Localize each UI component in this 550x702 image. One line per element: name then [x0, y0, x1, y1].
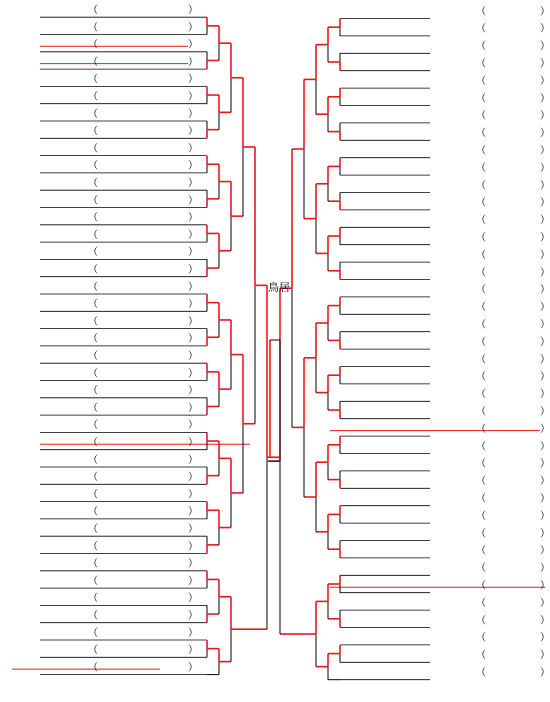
paren-close: ）	[188, 593, 198, 605]
paren-close: ）	[188, 489, 198, 501]
champion-label: 鳥居	[268, 281, 290, 294]
paren-open: （	[88, 645, 98, 657]
paren-close: ）	[540, 232, 550, 244]
paren-open: （	[476, 128, 486, 140]
paren-close: ）	[188, 299, 198, 311]
paren-close: ）	[188, 385, 198, 397]
paren-close: ）	[188, 506, 198, 518]
paren-open: （	[88, 22, 98, 34]
paren-open: （	[88, 610, 98, 622]
paren-close: ）	[188, 472, 198, 484]
paren-open: （	[88, 143, 98, 155]
paren-close: ）	[540, 597, 550, 609]
paren-close: ）	[188, 316, 198, 328]
paren-close: ）	[540, 545, 550, 557]
paren-open: （	[88, 506, 98, 518]
paren-close: ）	[188, 368, 198, 380]
paren-close: ）	[540, 632, 550, 644]
paren-open: （	[476, 75, 486, 87]
paren-close: ）	[540, 145, 550, 157]
paren-open: （	[88, 368, 98, 380]
paren-open: （	[88, 662, 98, 674]
paren-close: ）	[188, 91, 198, 103]
entrant-labels	[88, 4, 550, 679]
paren-close: ）	[540, 423, 550, 435]
paren-close: ）	[188, 420, 198, 432]
paren-open: （	[88, 39, 98, 51]
paren-close: ）	[540, 510, 550, 522]
paren-close: ）	[540, 93, 550, 105]
paren-close: ）	[188, 627, 198, 639]
paren-open: （	[476, 162, 486, 174]
paren-close: ）	[540, 580, 550, 592]
paren-open: （	[88, 74, 98, 86]
paren-close: ）	[540, 41, 550, 53]
paren-close: ）	[188, 108, 198, 120]
paren-open: （	[88, 558, 98, 570]
paren-close: ）	[188, 264, 198, 276]
paren-close: ）	[540, 650, 550, 662]
paren-open: （	[88, 126, 98, 138]
paren-close: ）	[188, 575, 198, 587]
paren-close: ）	[188, 195, 198, 207]
paren-close: ）	[188, 662, 198, 674]
paren-close: ）	[188, 178, 198, 189]
paren-open: （	[88, 454, 98, 466]
paren-close: ）	[188, 22, 198, 34]
paren-open: （	[88, 351, 98, 362]
paren-open: （	[476, 650, 486, 662]
paren-open: （	[476, 180, 486, 192]
paren-close: ）	[540, 528, 550, 540]
paren-close: ）	[540, 476, 550, 488]
paren-close: ）	[188, 229, 198, 241]
paren-close: ）	[188, 5, 198, 16]
paren-open: （	[476, 371, 486, 383]
paren-close: ）	[540, 493, 550, 505]
paren-close: ）	[188, 645, 198, 657]
paren-open: （	[88, 524, 98, 535]
paren-close: ）	[188, 524, 198, 535]
paren-open: （	[88, 593, 98, 605]
paren-open: （	[88, 402, 98, 414]
paren-open: （	[476, 615, 486, 627]
paren-open: （	[88, 264, 98, 276]
paren-open: （	[476, 406, 486, 418]
paren-close: ）	[540, 371, 550, 383]
paren-open: （	[476, 580, 486, 592]
paren-open: （	[476, 197, 486, 209]
paren-close: ）	[188, 351, 198, 362]
paren-close: ）	[188, 126, 198, 138]
paren-open: （	[476, 284, 486, 296]
paren-close: ）	[540, 302, 550, 314]
paren-close: ）	[188, 454, 198, 466]
paren-close: ）	[540, 6, 550, 18]
paren-open: （	[88, 160, 98, 172]
paren-open: （	[476, 423, 486, 435]
paren-open: （	[88, 229, 98, 241]
paren-close: ）	[540, 441, 550, 453]
paren-open: （	[476, 215, 486, 227]
paren-close: ）	[540, 354, 550, 366]
paren-open: （	[88, 489, 98, 501]
paren-open: （	[476, 597, 486, 609]
paren-open: （	[88, 472, 98, 484]
paren-close: ）	[188, 333, 198, 345]
paren-open: （	[88, 5, 98, 16]
paren-open: （	[476, 145, 486, 157]
paren-open: （	[88, 627, 98, 639]
paren-open: （	[476, 110, 486, 122]
paren-open: （	[88, 299, 98, 311]
paren-close: ）	[540, 75, 550, 87]
paren-close: ）	[540, 319, 550, 331]
paren-close: ）	[540, 23, 550, 35]
paren-open: （	[476, 458, 486, 470]
paren-close: ）	[188, 558, 198, 570]
paren-open: （	[88, 56, 98, 68]
paren-open: （	[476, 319, 486, 331]
paren-close: ）	[540, 110, 550, 122]
paren-open: （	[476, 493, 486, 505]
paren-open: （	[88, 541, 98, 553]
paren-open: （	[476, 23, 486, 35]
paren-close: ）	[540, 389, 550, 401]
paren-open: （	[476, 389, 486, 401]
paren-close: ）	[188, 541, 198, 553]
paren-close: ）	[188, 437, 198, 449]
paren-close: ）	[540, 267, 550, 279]
paren-close: ）	[188, 39, 198, 51]
paren-close: ）	[540, 667, 550, 679]
paren-close: ）	[188, 402, 198, 414]
paren-close: ）	[540, 406, 550, 418]
paren-close: ）	[540, 162, 550, 174]
paren-open: （	[88, 316, 98, 328]
paren-close: ）	[540, 563, 550, 575]
paren-open: （	[88, 91, 98, 103]
paren-open: （	[88, 108, 98, 120]
paren-close: ）	[188, 212, 198, 224]
paren-open: （	[476, 93, 486, 105]
paren-open: （	[476, 354, 486, 366]
paren-close: ）	[188, 143, 198, 155]
paren-open: （	[88, 385, 98, 397]
paren-open: （	[476, 302, 486, 314]
paren-open: （	[476, 336, 486, 348]
paren-open: （	[476, 249, 486, 261]
paren-open: （	[476, 528, 486, 540]
paren-close: ）	[540, 58, 550, 70]
paren-close: ）	[540, 458, 550, 470]
paren-close: ）	[188, 247, 198, 259]
paren-close: ）	[188, 74, 198, 86]
paren-open: （	[88, 437, 98, 449]
paren-open: （	[476, 563, 486, 575]
paren-close: ）	[540, 197, 550, 209]
paren-open: （	[476, 267, 486, 279]
paren-open: （	[88, 178, 98, 189]
paren-open: （	[476, 58, 486, 70]
paren-close: ）	[540, 284, 550, 296]
paren-close: ）	[540, 215, 550, 227]
paren-close: ）	[540, 336, 550, 348]
paren-open: （	[88, 333, 98, 345]
paren-open: （	[88, 212, 98, 224]
paren-open: （	[88, 420, 98, 432]
paren-open: （	[88, 195, 98, 207]
paren-open: （	[88, 247, 98, 259]
paren-open: （	[476, 545, 486, 557]
paren-open: （	[88, 575, 98, 587]
paren-close: ）	[188, 160, 198, 172]
paren-open: （	[476, 510, 486, 522]
paren-open: （	[476, 41, 486, 53]
paren-open: （	[476, 6, 486, 18]
paren-close: ）	[540, 615, 550, 627]
paren-open: （	[476, 632, 486, 644]
paren-open: （	[88, 281, 98, 293]
paren-close: ）	[188, 610, 198, 622]
paren-open: （	[476, 667, 486, 679]
paren-close: ）	[540, 128, 550, 140]
paren-open: （	[476, 476, 486, 488]
paren-close: ）	[540, 249, 550, 261]
paren-open: （	[476, 232, 486, 244]
paren-open: （	[476, 441, 486, 453]
paren-close: ）	[188, 281, 198, 293]
paren-close: ）	[188, 56, 198, 68]
paren-close: ）	[540, 180, 550, 192]
